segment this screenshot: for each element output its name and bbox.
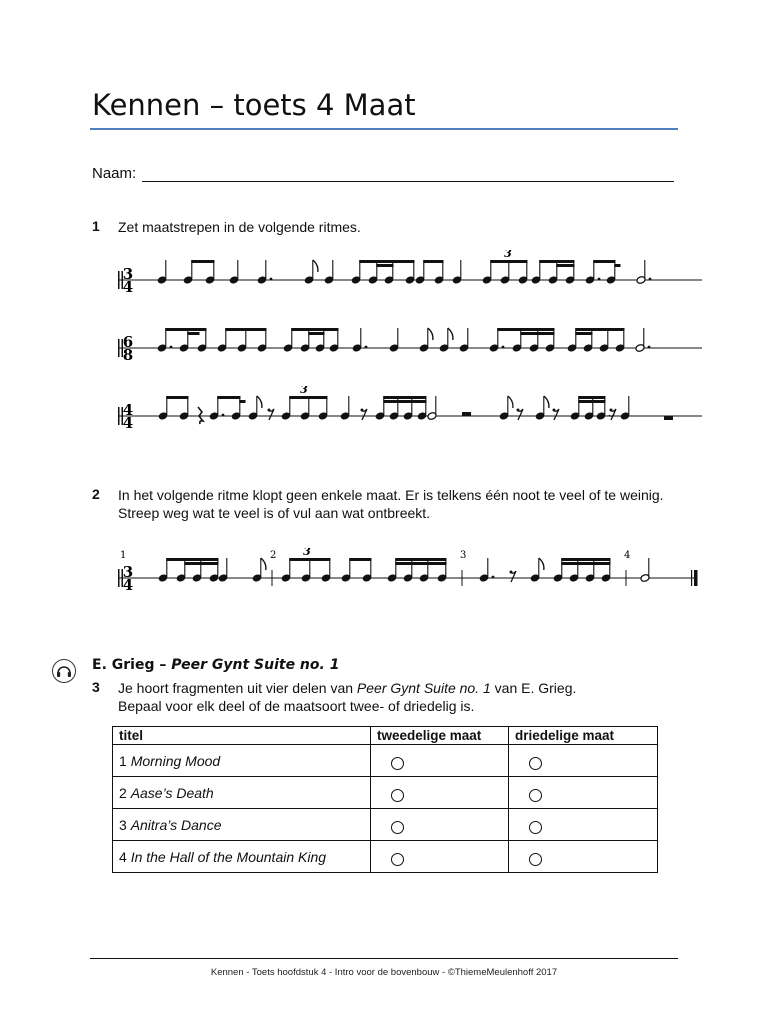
half-rest <box>462 412 471 416</box>
measure-number: 3 <box>460 550 467 561</box>
note-beam <box>165 328 206 331</box>
section-heading <box>92 657 339 673</box>
tuplet-number: 3 <box>504 250 512 260</box>
question-3-text-c: Bepaal voor elk deel of de maatsoort twee- of driedelig is. <box>118 698 475 714</box>
measure-number: 4 <box>624 550 631 561</box>
note-beam <box>308 332 324 335</box>
time-signature-bottom: 4 <box>122 414 134 432</box>
radio-driedelige[interactable] <box>529 789 542 802</box>
rhythm-staff-4[interactable] <box>0 548 768 608</box>
radio-driedelige[interactable] <box>529 757 542 770</box>
note-beam <box>166 558 218 561</box>
note-beam <box>383 396 426 399</box>
header-driedelige: driedelige maat <box>509 727 658 745</box>
tuplet-number: 3 <box>303 548 311 558</box>
rhythm-staff-3[interactable] <box>0 386 768 446</box>
note-beam <box>289 396 327 399</box>
eighth-rest-dot <box>268 409 271 412</box>
cell-driedelige <box>509 841 658 873</box>
footer-text: Kennen - Toets hoofdstuk 4 - Intro voor de bovenbouw - ©ThiemeMeulenhoff 2017 <box>210 967 558 978</box>
augmentation-dot <box>648 346 651 349</box>
note-beam <box>359 260 414 263</box>
note-beam <box>575 328 624 331</box>
note-beam <box>578 396 605 399</box>
note-flag <box>539 558 544 570</box>
note-beam <box>187 332 199 335</box>
row-title-text: In the Hall of the Mountain King <box>130 848 327 865</box>
percussion-clef <box>118 271 120 289</box>
header-titel: titel <box>113 727 371 745</box>
note-beam <box>556 264 574 267</box>
note-flag <box>448 328 453 340</box>
radio-tweedelige[interactable] <box>391 821 404 834</box>
note-beam <box>349 558 371 561</box>
measure-number: 2 <box>270 550 277 561</box>
note-beam <box>490 260 527 263</box>
final-bar-line <box>691 570 692 586</box>
row-number: 4 <box>119 848 131 865</box>
header-tweedelige: tweedelige maat <box>371 727 509 745</box>
note-flag <box>508 396 513 408</box>
row-number: 2 <box>119 784 131 801</box>
augmentation-dot <box>492 576 495 579</box>
radio-driedelige[interactable] <box>529 821 542 834</box>
cell-tweedelige <box>371 809 509 841</box>
note-beam <box>217 396 240 399</box>
note-flag <box>313 260 318 272</box>
table-row <box>113 809 658 841</box>
question-3-work: Peer Gynt Suite no. 1 <box>356 680 491 696</box>
row-title-text: Morning Mood <box>130 752 221 769</box>
note-beam <box>291 328 338 331</box>
name-label: Naam: <box>92 165 137 182</box>
note-beam <box>395 562 446 565</box>
time-signature-top: 4 <box>122 401 134 419</box>
time-signature-top: 6 <box>122 333 134 351</box>
augmentation-dot <box>270 278 273 281</box>
note-beam <box>225 328 266 331</box>
note-flag <box>428 328 433 340</box>
note-beam <box>423 260 443 263</box>
note-beam <box>239 400 245 403</box>
whole-rest <box>664 416 673 420</box>
note-beam <box>184 562 218 565</box>
table-row <box>113 841 658 873</box>
row-title <box>113 745 371 777</box>
augmentation-dot <box>222 414 225 417</box>
percussion-clef <box>118 407 120 425</box>
time-signature-bottom: 4 <box>122 576 134 594</box>
question-1-number: 1 <box>92 218 100 234</box>
augmentation-dot <box>365 346 368 349</box>
cell-driedelige <box>509 745 658 777</box>
eighth-rest-dot <box>361 409 364 412</box>
headphones-icon[interactable] <box>52 659 76 683</box>
question-3-text <box>118 679 678 715</box>
note-beam <box>578 400 605 403</box>
note-beam <box>561 562 610 565</box>
question-3-text-a: Je hoort fragmenten uit vier delen van <box>118 680 357 696</box>
cell-tweedelige <box>371 841 509 873</box>
note-beam <box>166 396 188 399</box>
note-beam <box>593 260 615 263</box>
row-title-text: Anitra’s Dance <box>130 816 222 833</box>
note-flag <box>257 396 262 408</box>
note-flag <box>544 396 549 408</box>
time-signature-bottom: 8 <box>122 346 134 364</box>
tuplet-number: 3 <box>300 386 308 396</box>
eighth-rest-dot <box>510 571 513 574</box>
note-beam <box>191 260 214 263</box>
note-flag <box>261 558 266 570</box>
section-composer: E. Grieg – <box>92 657 172 673</box>
cell-driedelige <box>509 809 658 841</box>
time-signature-top: 3 <box>122 265 134 283</box>
note-beam <box>614 264 620 267</box>
time-signature-bottom: 4 <box>122 278 134 296</box>
cell-tweedelige <box>371 777 509 809</box>
augmentation-dot <box>502 346 505 349</box>
row-title <box>113 809 371 841</box>
eighth-rest-dot <box>610 409 613 412</box>
page-title: Kennen – toets 4 Maat <box>92 88 416 122</box>
row-title-text: Aase’s Death <box>130 784 214 801</box>
name-field-row <box>92 165 674 182</box>
percussion-clef <box>118 569 120 587</box>
augmentation-dot <box>649 278 652 281</box>
row-title <box>113 777 371 809</box>
question-3-text-b: van E. Grieg. <box>490 680 577 696</box>
question-2-text: In het volgende ritme klopt geen enkele maat. Er is telkens één noot te veel of te weinig. Streep weg wat te veel is of vul aan wat ontbreekt. <box>118 487 664 521</box>
time-signature-top: 3 <box>122 563 134 581</box>
row-number: 1 <box>119 752 131 769</box>
section-work: Peer Gynt Suite no. 1 <box>171 657 340 673</box>
table-row <box>113 777 658 809</box>
note-beam <box>289 558 330 561</box>
rhythm-staff-1[interactable] <box>0 250 768 310</box>
radio-driedelige[interactable] <box>529 853 542 866</box>
note-beam <box>395 558 446 561</box>
name-input-line[interactable] <box>142 167 674 182</box>
note-beam <box>575 332 592 335</box>
note-beam <box>520 332 554 335</box>
final-bar-line <box>694 570 698 586</box>
note-beam <box>539 260 574 263</box>
note-beam <box>561 558 610 561</box>
table-row <box>113 745 658 777</box>
row-number: 3 <box>119 816 131 833</box>
cell-tweedelige <box>371 745 509 777</box>
cell-driedelige <box>509 777 658 809</box>
note-beam <box>497 328 554 331</box>
note-beam <box>376 264 393 267</box>
percussion-clef <box>118 339 120 357</box>
row-title <box>113 841 371 873</box>
measure-number: 1 <box>120 550 127 561</box>
eighth-rest-dot <box>517 409 520 412</box>
rhythm-staff-2[interactable] <box>0 318 768 378</box>
note-beam <box>383 400 426 403</box>
sixteenth-rest-flag <box>609 414 614 416</box>
question-1-text: Zet maatstrepen in de volgende ritmes. <box>118 219 361 235</box>
augmentation-dot <box>170 346 173 349</box>
radio-tweedelige[interactable] <box>391 853 404 866</box>
eighth-rest-dot <box>553 409 556 412</box>
meter-table <box>112 726 658 873</box>
question-2-number: 2 <box>92 486 100 502</box>
radio-tweedelige[interactable] <box>391 757 404 770</box>
footer-divider <box>90 958 678 959</box>
title-divider <box>90 128 678 130</box>
question-3-number: 3 <box>92 679 100 695</box>
augmentation-dot <box>598 278 601 281</box>
radio-tweedelige[interactable] <box>391 789 404 802</box>
